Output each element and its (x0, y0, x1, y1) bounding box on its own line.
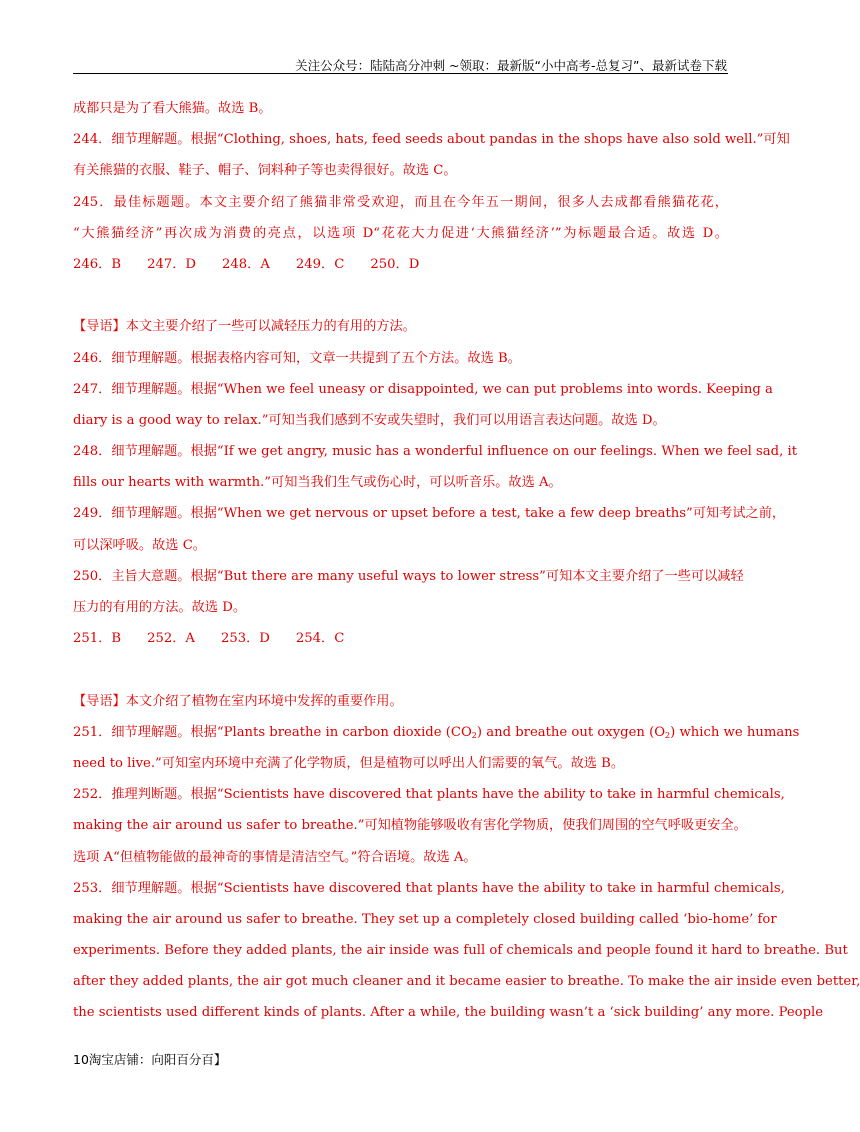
text-line: 有关熊猫的衣服、鞋子、帽子、饲料种子等也卖得很好。故选 C。 (73, 163, 457, 179)
header-divider (73, 73, 728, 74)
text-line: diary is a good way to relax.”可知当我们感到不安或失望时，我们可以用语言表达问题。故选 D。 (73, 412, 666, 428)
text-line: 249．细节理解题。根据“When we get nervous or upset before a test, take a few deep breaths”可知考试之前， (73, 506, 786, 522)
subscript: 2 (471, 730, 477, 740)
answer-key-item: 248．A (222, 256, 270, 272)
answer-key-row-2 (73, 623, 728, 654)
intro-heading: 【导语】本文介绍了植物在室内环境中发挥的重要作用。 (73, 693, 403, 709)
subscript: 2 (665, 730, 671, 740)
blank-line (73, 654, 728, 685)
intro-heading: 【导语】本文主要介绍了一些可以减轻压力的有用的方法。 (73, 319, 416, 335)
text-line: 247．细节理解题。根据“When we feel uneasy or disappointed, we can put problems into words. Keeping a (73, 381, 773, 397)
page-footer: 10淘宝店铺：向阳百分百】 (73, 1052, 227, 1067)
text-line: “大熊猫经济”再次成为消费的亮点，以选项 D“花花大力促进‘大熊猫经济’”为标题最合适。故选 D。 (73, 225, 728, 241)
text-line: 选项 A“但植物能做的最神奇的事情是清洁空气。”符合语境。故选 A。 (73, 849, 477, 865)
text-line: 252．推理判断题。根据“Scientists have discovered that plants have the ability to take in harmful chemicals, (73, 787, 785, 803)
text-segment: ) and breathe out oxygen (O (476, 724, 666, 740)
answer-key-item: 247．D (147, 256, 196, 272)
text-line: 248．细节理解题。根据“If we get angry, music has a wonderful influence on our feelings. When we feel sad, it (73, 444, 798, 460)
answer-explanations (73, 93, 860, 1029)
answer-key-item: 254．C (295, 631, 345, 647)
text-line: after they added plants, the air got much cleaner and it became easier to breathe. To make the air inside even better, (73, 974, 860, 990)
text-segment: 251．细节理解题。根据“Plants breathe in carbon dioxide (CO (73, 724, 472, 740)
text-line: making the air around us safer to breathe. They set up a completely closed building called ‘bio-home’ for (73, 911, 777, 927)
text-segment: ) which we humans (670, 724, 800, 740)
text-line: 246．细节理解题。根据表格内容可知，文章一共提到了五个方法。故选 B。 (73, 350, 521, 366)
page-header: 关注公众号：陆陆高分冲刺 ~领取：最新版“小中高考-总复习”、最新试卷下载 (295, 58, 727, 73)
text-line: 压力的有用的方法。故选 D。 (73, 600, 247, 615)
text-line: need to live.”可知室内环境中充满了化学物质，但是植物可以呼出人们需要的氧气。故选 B。 (73, 755, 625, 771)
answer-key-item: 250．D (370, 256, 420, 272)
text-line: 可以深呼吸。故选 C。 (73, 537, 206, 553)
answer-key-item: 246．B (73, 256, 122, 272)
answer-key-row-1 (73, 249, 728, 280)
text-line: experiments. Before they added plants, the air inside was full of chemicals and people found it hard to breathe. But (73, 943, 848, 959)
answer-key-item: 253．D (220, 631, 270, 647)
answer-key-item: 252．A (147, 631, 195, 647)
text-line-with-formula (73, 717, 800, 748)
text-line: 253．细节理解题。根据“Scientists have discovered that plants have the ability to take in harmful chemicals, (73, 880, 785, 896)
text-line: 成都只是为了看大熊猫。故选 B。 (73, 101, 272, 116)
text-line: fills our hearts with warmth.”可知当我们生气或伤心时，可以听音乐。故选 A。 (73, 475, 562, 491)
text-line: 250．主旨大意题。根据“But there are many useful ways to lower stress”可知本文主要介绍了一些可以减轻 (73, 568, 744, 584)
text-line: 244．细节理解题。根据“Clothing, shoes, hats, feed seeds about pandas in the shops have also sold well.”可知 (73, 132, 790, 148)
text-line: 245．最佳标题题。本文主要介绍了熊猫非常受欢迎，而且在今年五一期间，很多人去成都看熊猫花花， (73, 194, 728, 210)
text-line: making the air around us safer to breathe.”可知植物能够吸收有害化学物质，使我们周围的空气呼吸更安全。 (73, 818, 747, 834)
answer-key-item: 249．C (295, 256, 345, 272)
text-line: the scientists used different kinds of plants. After a while, the building wasn’t a ‘sick building’ any more. People (73, 1005, 824, 1021)
blank-line (73, 280, 728, 311)
answer-key-item: 251．B (73, 631, 122, 647)
